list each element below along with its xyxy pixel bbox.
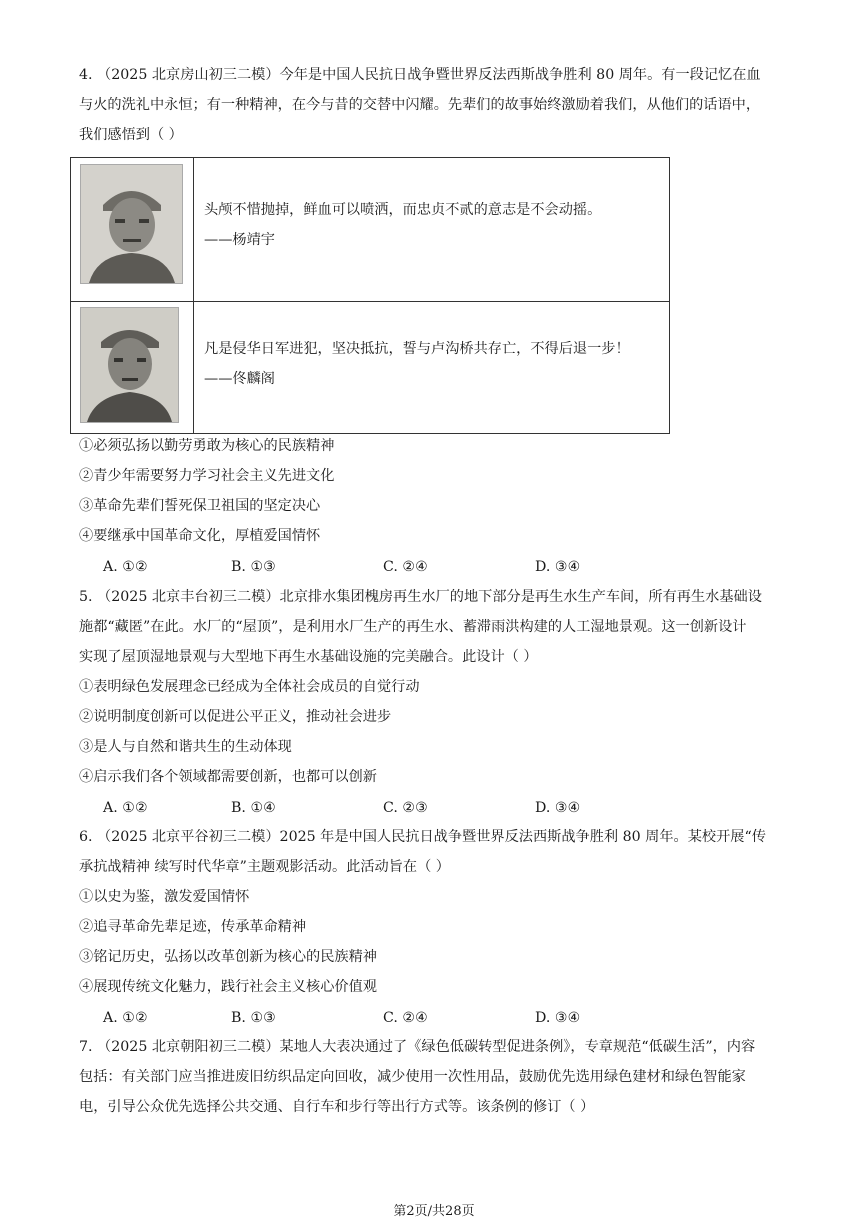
- q6-item-3: ③铭记历史，弘扬以改革创新为核心的民族精神: [79, 949, 377, 965]
- quote-text: 头颅不惜抛掉，鲜血可以喷洒，而忠贞不贰的意志是不会动摇。: [204, 202, 602, 218]
- q5-line-3: 实现了屋顶湿地景观与大型地下再生水基础设施的完美融合。此设计（ ）: [79, 649, 538, 665]
- quote-author: ——佟麟阁: [204, 371, 275, 387]
- q7-line-3: 电，引导公众优先选择公共交通、自行车和步行等出行方式等。该条例的修订（ ）: [79, 1099, 595, 1115]
- quote-text: 凡是侵华日军进犯，坚决抵抗，誓与卢沟桥共存亡，不得后退一步！: [204, 341, 630, 357]
- q5-option-a: A. ①②: [103, 800, 148, 816]
- q4-option-a: A. ①②: [103, 559, 148, 575]
- q5-option-d: D. ③④: [535, 800, 581, 816]
- q4-line-3: 我们感悟到（ ）: [79, 127, 183, 143]
- q6-line-1: 6. （2025 北京平谷初三二模）2025 年是中国人民抗日战争暨世界反法西斯战争胜利 80 周年。某校开展“传: [79, 829, 766, 845]
- q6-option-a: A. ①②: [103, 1010, 148, 1026]
- q4-item-4: ④要继承中国革命文化，厚植爱国情怀: [79, 528, 321, 544]
- q4-option-c: C. ②④: [383, 559, 428, 575]
- q5-line-2: 施都“藏匿”在此。水厂的“屋顶”，是利用水厂生产的再生水、蓄滞雨洪构建的人工湿地景观。这一创新设计: [79, 619, 747, 635]
- table-row: [71, 158, 669, 302]
- q4-item-1: ①必须弘扬以勤劳勇敢为核心的民族精神: [79, 438, 335, 454]
- q4-line-2: 与火的洗礼中永恒；有一种精神，在今与昔的交替中闪耀。先辈们的故事始终激励着我们，从他们的话语中，: [79, 97, 761, 113]
- quote-author: ——杨靖宇: [204, 232, 275, 248]
- q5-item-4: ④启示我们各个领域都需要创新，也都可以创新: [79, 769, 377, 785]
- q4-option-d: D. ③④: [535, 559, 581, 575]
- q5-item-3: ③是人与自然和谐共生的生动体现: [79, 739, 292, 755]
- q4-item-3: ③革命先辈们誓死保卫祖国的坚定决心: [79, 498, 321, 514]
- q6-item-1: ①以史为鉴，激发爱国情怀: [79, 889, 250, 905]
- table-row: [71, 301, 669, 433]
- q4-option-b: B. ①③: [231, 559, 276, 575]
- q5-item-1: ①表明绿色发展理念已经成为全体社会成员的自觉行动: [79, 679, 420, 695]
- portrait-image: [80, 164, 183, 284]
- quote-table: [70, 157, 670, 434]
- q6-item-4: ④展现传统文化魅力，践行社会主义核心价值观: [79, 979, 377, 995]
- page-number: 第2页/共28页: [393, 1204, 475, 1219]
- q5-option-b: B. ①④: [231, 800, 276, 816]
- q4-item-2: ②青少年需要努力学习社会主义先进文化: [79, 468, 335, 484]
- q5-item-2: ②说明制度创新可以促进公平正义，推动社会进步: [79, 709, 392, 725]
- q5-option-c: C. ②③: [383, 800, 428, 816]
- portrait-image: [80, 307, 179, 423]
- q5-line-1: 5. （2025 北京丰台初三二模）北京排水集团槐房再生水厂的地下部分是再生水生产车间，所有再生水基础设: [79, 589, 762, 605]
- q6-option-c: C. ②④: [383, 1010, 428, 1026]
- q6-item-2: ②追寻革命先辈足迹，传承革命精神: [79, 919, 307, 935]
- q6-line-2: 承抗战精神 续写时代华章”主题观影活动。此活动旨在（ ）: [79, 859, 450, 875]
- q4-line-1: 4. （2025 北京房山初三二模）今年是中国人民抗日战争暨世界反法西斯战争胜利 80 周年。有一段记忆在血: [79, 67, 761, 83]
- q7-line-2: 包括：有关部门应当推进废旧纺织品定向回收，减少使用一次性用品，鼓励优先选用绿色建材和绿色智能家: [79, 1069, 746, 1085]
- q7-line-1: 7. （2025 北京朝阳初三二模）某地人大表决通过了《绿色低碳转型促进条例》，专章规范“低碳生活”，内容: [79, 1039, 756, 1055]
- q6-option-b: B. ①③: [231, 1010, 276, 1026]
- q6-option-d: D. ③④: [535, 1010, 581, 1026]
